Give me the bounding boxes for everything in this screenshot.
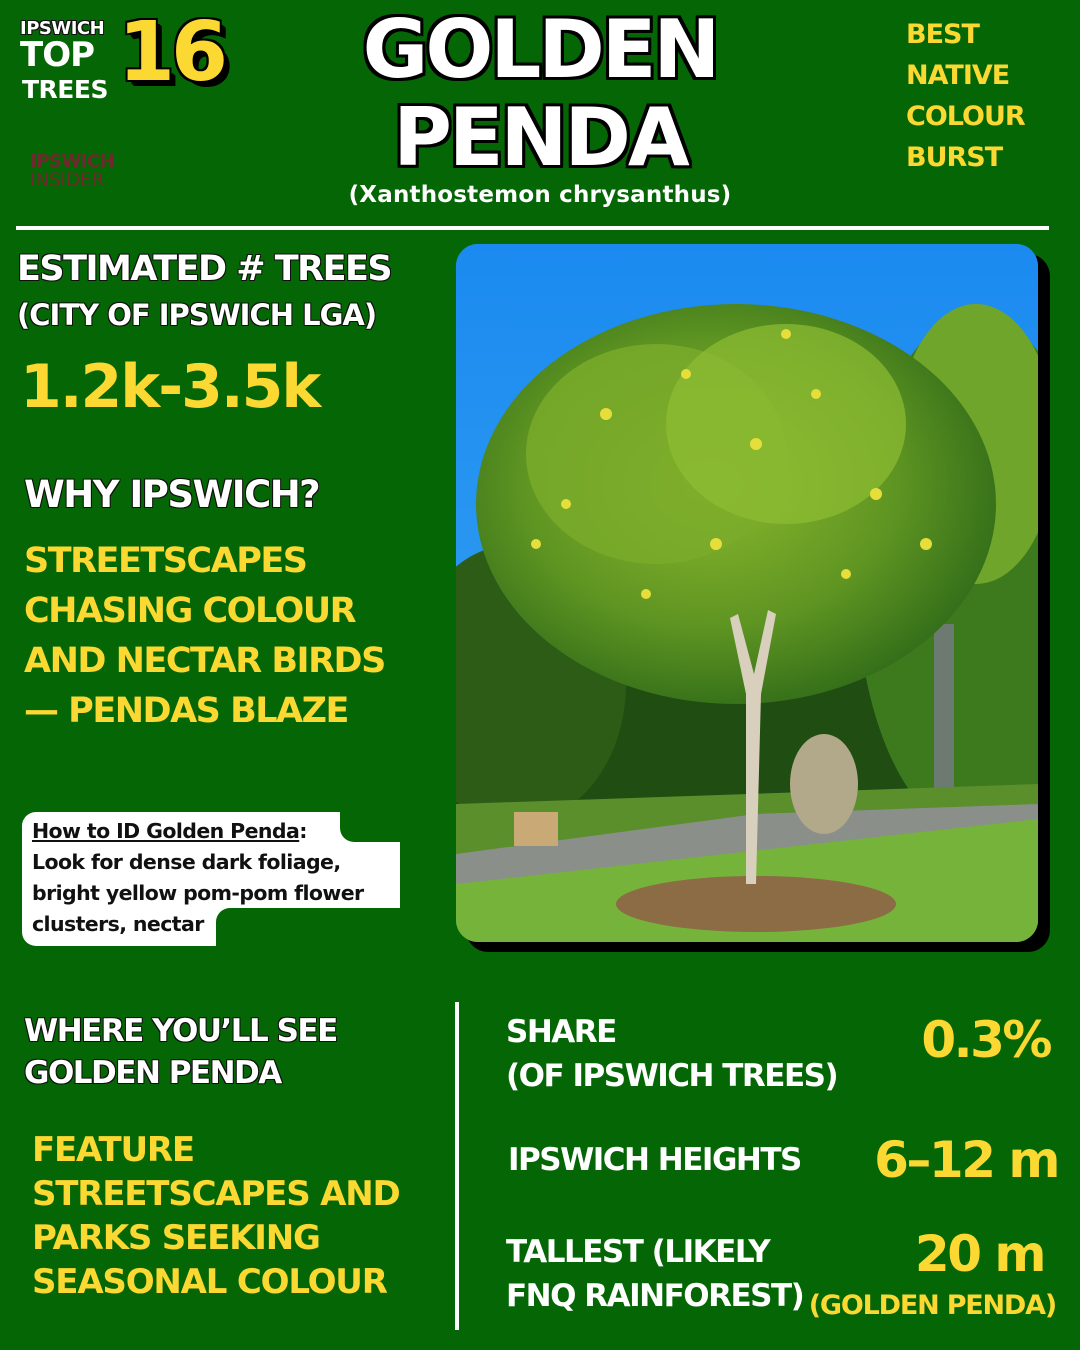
why-heading: WHY IPSWICH? [24, 473, 320, 516]
tallest-label-line2: FNQ RAINFOREST) [506, 1278, 804, 1314]
share-value: 0.3% [921, 1011, 1050, 1069]
where-line: PARKS SEEKING [32, 1218, 320, 1258]
why-line: STREETSCAPES [24, 541, 307, 581]
share-label-line2: (OF IPSWICH TREES) [506, 1058, 838, 1094]
series-top-label: TOP [20, 35, 95, 75]
award-badge [906, 14, 1025, 178]
where-text [32, 1128, 400, 1304]
badge-line: COLOUR [906, 101, 1025, 132]
badge-line: NATIVE [906, 60, 1010, 91]
publisher-logo [30, 152, 114, 190]
tallest-note: (GOLDEN PENDA) [808, 1290, 1056, 1321]
callout-edge-decoration [340, 812, 420, 842]
rank-number: 16 [118, 5, 225, 100]
heights-label: IPSWICH HEIGHTS [508, 1142, 801, 1178]
where-heading [24, 1010, 337, 1094]
heights-value: 6–12 m [874, 1131, 1058, 1189]
why-line: — PENDAS BLAZE [24, 691, 348, 731]
title-line2: PENDA [393, 91, 687, 184]
tree-photo-illustration [456, 244, 1038, 942]
where-line: STREETSCAPES AND [32, 1174, 400, 1214]
title-line1: GOLDEN [362, 3, 718, 96]
header-divider [16, 226, 1049, 230]
estimate-label: ESTIMATED # TREES [17, 249, 392, 289]
why-line: AND NECTAR BIRDS [24, 641, 385, 681]
estimate-heading [17, 246, 391, 338]
share-label-line1: SHARE [506, 1014, 616, 1050]
identification-line: Look for dense dark foliage, [32, 850, 341, 874]
why-text [24, 536, 385, 736]
why-line: CHASING COLOUR [24, 591, 356, 631]
publisher-logo-line1: IPSWICH [30, 151, 115, 172]
estimate-value: 1.2k-3.5k [20, 352, 320, 422]
where-line: FEATURE [32, 1130, 194, 1170]
series-city-label: IPSWICH [20, 18, 105, 39]
identification-line: clusters, nectar [32, 912, 204, 936]
publisher-logo-line2: INSIDER [30, 169, 104, 191]
identification-colon: : [299, 819, 307, 843]
where-label-line1: WHERE YOU’LL SEE [24, 1013, 337, 1049]
estimate-sublabel: (CITY OF IPSWICH LGA) [17, 298, 377, 332]
badge-line: BEST [906, 19, 979, 50]
share-label [506, 1010, 837, 1098]
scientific-name: (Xanthostemon chrysanthus) [348, 182, 732, 208]
tallest-value: 20 m [914, 1225, 1044, 1283]
series-trees-label: TREES [22, 75, 108, 104]
badge-line: BURST [906, 142, 1003, 173]
page-title [330, 3, 750, 184]
tallest-label-line1: TALLEST (LIKELY [506, 1234, 770, 1270]
callout-edge-decoration [216, 908, 416, 948]
where-label-line2: GOLDEN PENDA [24, 1055, 281, 1091]
section-divider [455, 1002, 459, 1330]
identification-line: bright yellow pom-pom flower [32, 881, 364, 905]
tree-photo [456, 244, 1038, 942]
where-line: SEASONAL COLOUR [32, 1262, 387, 1302]
identification-title: How to ID Golden Penda [32, 819, 300, 843]
tallest-label [506, 1230, 803, 1318]
